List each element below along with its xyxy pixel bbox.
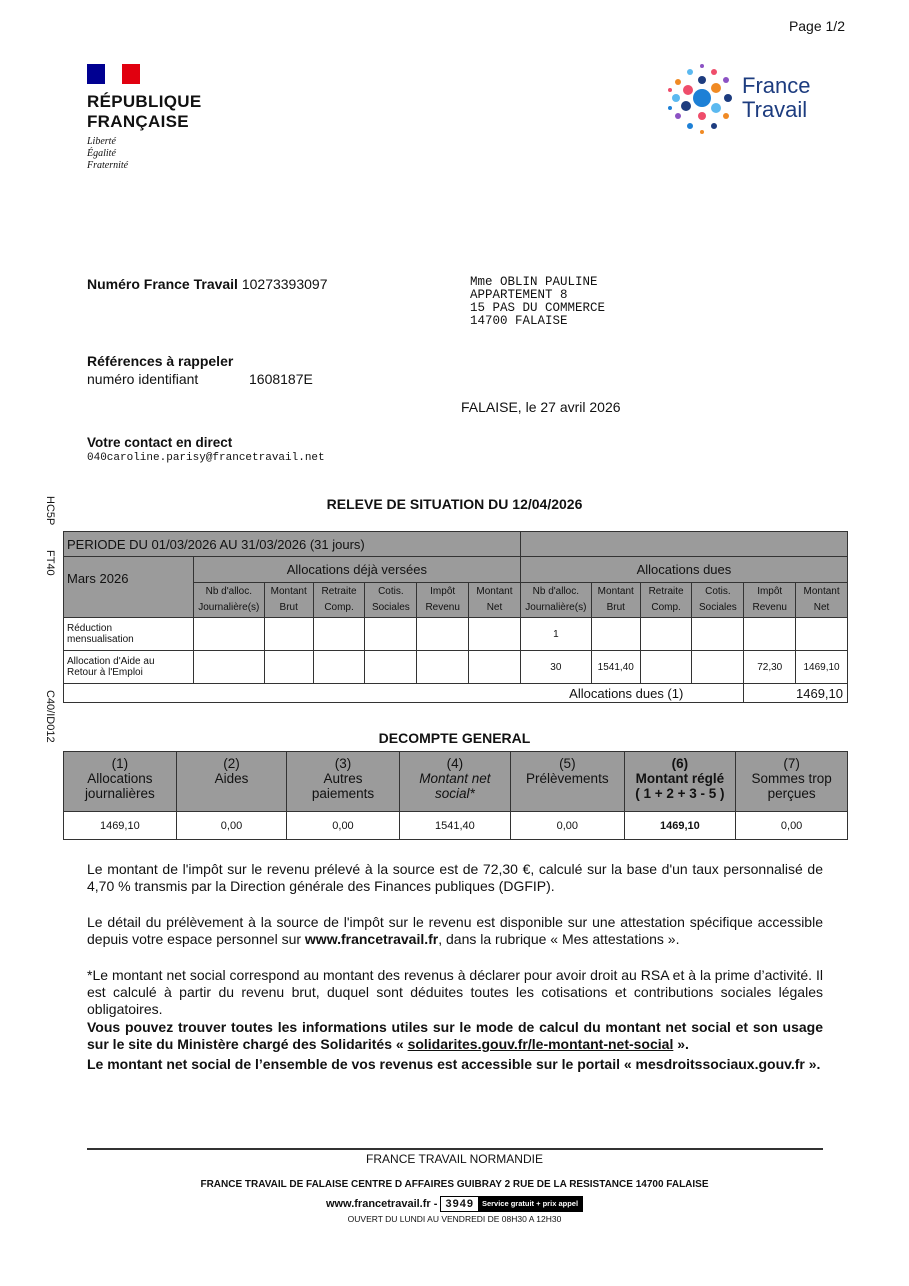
france-travail-dots-icon: [664, 40, 742, 175]
impot-paragraph: Le montant de l'impôt sur le revenu prélevé à la source est de 72,30 €, calculé sur la base d'un taux personnalisé de 4,70 % transmis par la Direction générale des Finances publiques (DGFIP).: [87, 861, 823, 894]
republique-motto: Liberté Égalité Fraternité: [87, 136, 129, 171]
total-value: 1469,10: [744, 684, 848, 703]
table-cell: [469, 618, 521, 651]
decompte-header: (6) Montant réglé ( 1 + 2 + 3 - 5 ): [624, 752, 736, 812]
row-label: Allocation d'Aide au Retour à l'Emploi: [64, 651, 194, 684]
col-cotis: Cotis. Sociales: [365, 583, 417, 618]
identifiant-label: numéro identifiant: [87, 371, 199, 387]
decompte-title: DECOMPTE GENERAL: [378, 730, 531, 746]
month-cell: Mars 2026: [64, 557, 194, 618]
table-cell: [264, 618, 313, 651]
col-retraite: Retraite Comp.: [640, 583, 692, 618]
decompte-table: [63, 751, 848, 840]
identifiant-value: 1608187E: [249, 371, 313, 387]
side-code-c40: C40/ID012: [44, 690, 56, 743]
numero-france-travail: [87, 275, 328, 293]
info-paragraph: Vous pouvez trouver toutes les informations utiles sur le mode de calcul du montant net social et son usage sur le site du Ministère chargé des Solidarités « solidarites.gouv.fr/le-montant-net-social ».: [87, 1019, 823, 1052]
group-versees: Allocations déjà versées: [193, 557, 520, 583]
francetravail-link[interactable]: www.francetravail.fr: [304, 931, 439, 947]
solidarites-link[interactable]: solidarites.gouv.fr/le-montant-net-social: [407, 1036, 674, 1052]
decompte-header: (5) Prélèvements: [511, 752, 624, 812]
table-row: [64, 651, 848, 684]
table-cell: [744, 618, 796, 651]
decompte-value: 1469,10: [624, 812, 736, 840]
col-retraite: Retraite Comp.: [313, 583, 365, 618]
table-cell: 72,30: [744, 651, 796, 684]
decompte-value: 0,00: [511, 812, 624, 840]
footer-contact-line: [0, 1195, 909, 1213]
total-label: Allocations dues (1): [64, 684, 744, 703]
address-line: 15 PAS DU COMMERCE: [470, 301, 606, 315]
col-cotis: Cotis. Sociales: [692, 583, 744, 618]
col-montant-net: Montant Net: [796, 583, 848, 618]
republique-francaise-logo: [87, 64, 227, 172]
decompte-value: 0,00: [736, 812, 848, 840]
col-impot: Impôt Revenu: [417, 583, 469, 618]
recipient-address: [470, 276, 605, 328]
decompte-value: 0,00: [176, 812, 287, 840]
footer-region: FRANCE TRAVAIL NORMANDIE: [366, 1152, 543, 1166]
table-cell: [417, 618, 469, 651]
address-line: Mme OBLIN PAULINE: [470, 275, 598, 289]
decompte-header: (7) Sommes trop perçues: [736, 752, 848, 812]
date-line: FALAISE, le 27 avril 2026: [461, 399, 621, 415]
side-code-ft40: FT40: [44, 550, 56, 576]
table-cell: [417, 651, 469, 684]
decompte-header: (2) Aides: [176, 752, 287, 812]
table-cell: [591, 618, 640, 651]
table-cell: [692, 618, 744, 651]
numero-label: Numéro France Travail: [87, 276, 238, 292]
col-nb-alloc: Nb d'alloc. Journalière(s): [193, 583, 264, 618]
table-row: [64, 618, 848, 651]
col-impot: Impôt Revenu: [744, 583, 796, 618]
table-cell: [193, 618, 264, 651]
decompte-header: (3) Autres paiements: [287, 752, 399, 812]
table-cell: [365, 618, 417, 651]
france-travail-wordmark: France Travail: [742, 73, 811, 122]
numero-value: 10273393097: [241, 276, 328, 292]
republique-name: RÉPUBLIQUE FRANÇAISE: [87, 92, 202, 131]
phone-badge[interactable]: 3949 Service gratuit + prix appel: [440, 1196, 583, 1212]
decompte-value: 1541,40: [399, 812, 511, 840]
contact-email[interactable]: 040caroline.parisy@francetravail.net: [87, 452, 325, 464]
col-montant-brut: Montant Brut: [591, 583, 640, 618]
page-number: Page 1/2: [788, 18, 845, 34]
net-social-paragraph: *Le montant net social correspond au montant des revenus à déclarer pour avoir droit au RSA et à la prime d’activité. Il est calculé à partir du revenu brut, duquel sont déduites toutes les cotisations et contributions sociales légales obligatoires.: [87, 967, 823, 1017]
portal-paragraph: Le montant net social de l’ensemble de vos revenus est accessible sur le portail « mesdroitssociaux.gouv.fr ».: [87, 1056, 821, 1072]
footer-website[interactable]: www.francetravail.fr -: [325, 1197, 441, 1210]
references-label: Références à rappeler: [87, 353, 234, 369]
col-montant-brut: Montant Brut: [264, 583, 313, 618]
col-montant-net: Montant Net: [469, 583, 521, 618]
col-nb-alloc: Nb d'alloc. Journalière(s): [520, 583, 591, 618]
table-cell: [692, 651, 744, 684]
situation-table: [63, 531, 848, 703]
contact-label: Votre contact en direct: [87, 435, 233, 450]
period-row: [64, 532, 848, 557]
decompte-values-row: [64, 812, 848, 840]
table-cell: [365, 651, 417, 684]
footer-hours: OUVERT DU LUNDI AU VENDREDI DE 08H30 A 12H30: [347, 1214, 562, 1224]
decompte-header: (4) Montant net social*: [399, 752, 511, 812]
detail-paragraph: Le détail du prélèvement à la source de l'impôt sur le revenu est disponible sur une attestation spécifique accessible depuis votre espace personnel sur www.francetravail.fr, dans la rubrique « Mes attestations ».: [87, 914, 823, 947]
total-row: [64, 684, 848, 703]
decompte-value: 0,00: [287, 812, 399, 840]
table-cell: 1469,10: [796, 651, 848, 684]
footer-agency: FRANCE TRAVAIL DE FALAISE CENTRE D AFFAIRES GUIBRAY 2 RUE DE LA RESISTANCE 14700 FALAISE: [200, 1179, 709, 1190]
table-cell: 30: [520, 651, 591, 684]
table-cell: [796, 618, 848, 651]
marianne-flag-icon: [87, 64, 140, 84]
releve-title: RELEVE DE SITUATION DU 12/04/2026: [326, 496, 583, 512]
table-cell: [469, 651, 521, 684]
decompte-header: (1) Allocations journalières: [64, 752, 177, 812]
address-line: APPARTEMENT 8: [470, 288, 568, 302]
table-cell: [640, 651, 692, 684]
table-cell: [193, 651, 264, 684]
side-code-hc5p: HC5P: [44, 496, 56, 526]
table-cell: [313, 618, 365, 651]
group-dues: Allocations dues: [520, 557, 847, 583]
period-empty-cell: [520, 532, 847, 557]
address-line: 14700 FALAISE: [470, 314, 568, 328]
france-travail-logo: [664, 40, 824, 175]
decompte-header-row: [64, 752, 848, 812]
table-cell: [264, 651, 313, 684]
table-cell: 1: [520, 618, 591, 651]
table-cell: [640, 618, 692, 651]
table-cell: [313, 651, 365, 684]
table-cell: 1541,40: [591, 651, 640, 684]
footer-divider: [87, 1148, 823, 1150]
row-label: Réduction mensualisation: [64, 618, 194, 651]
period-cell: PERIODE DU 01/03/2026 AU 31/03/2026 (31 jours): [64, 532, 521, 557]
decompte-value: 1469,10: [64, 812, 177, 840]
group-row: [64, 557, 848, 583]
